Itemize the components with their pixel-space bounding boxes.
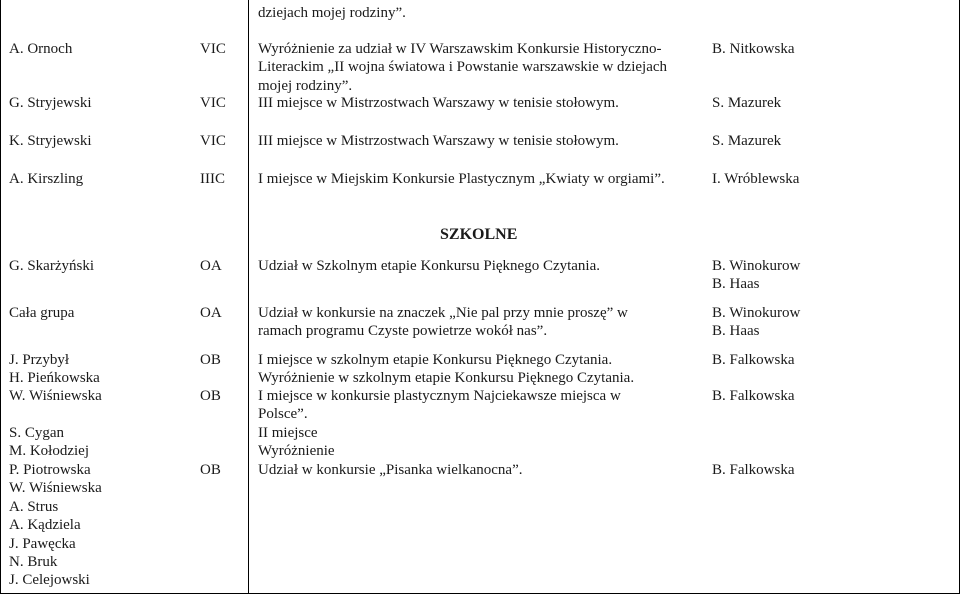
class-label: OB xyxy=(200,388,221,404)
student-name: A. Strus xyxy=(9,498,59,515)
student-name: P. Piotrowska xyxy=(9,462,91,478)
award-description: Polsce”. xyxy=(258,406,308,423)
award-description: II miejsce xyxy=(258,424,318,441)
student-name: J. Celejowski xyxy=(9,572,90,589)
student-name: Cała grupa xyxy=(9,305,75,321)
class-label: VIC xyxy=(200,133,226,149)
award-description: Literackim „II wojna światowa i Powstanie warszawskie w dziejach xyxy=(258,59,668,76)
award-description: Udział w konkursie „Pisanka wielkanocna”. xyxy=(258,462,523,478)
section-heading: SZKOLNE xyxy=(440,226,518,243)
teacher-name: B. Winokurow xyxy=(712,305,801,321)
student-name: W. Wiśniewska xyxy=(9,388,102,404)
student-name: S. Cygan xyxy=(9,424,65,441)
column-divider xyxy=(248,0,249,594)
class-label: OB xyxy=(200,462,221,478)
student-name: M. Kołodziej xyxy=(9,443,89,460)
teacher-name: B. Haas xyxy=(712,323,760,340)
award-description: Udział w Szkolnym etapie Konkursu Pięknego Czytania. xyxy=(258,258,601,274)
student-name: G. Skarżyński xyxy=(9,258,94,274)
student-name: W. Wiśniewska xyxy=(9,480,102,497)
student-name: A. Kirszling xyxy=(9,171,84,187)
award-description: mojej rodziny”. xyxy=(258,77,353,94)
class-label: VIC xyxy=(200,41,226,57)
teacher-name: B. Nitkowska xyxy=(712,41,795,57)
award-description: ramach programu Czyste powietrze wokół nas”. xyxy=(258,323,548,340)
student-name: J. Przybył xyxy=(9,352,69,368)
award-description: dziejach mojej rodziny”. xyxy=(258,5,406,21)
award-description: Wyróżnienie w szkolnym etapie Konkursu Pięknego Czytania. xyxy=(258,370,635,387)
teacher-name: S. Mazurek xyxy=(712,95,782,111)
student-name: A. Ornoch xyxy=(9,41,73,57)
class-label: IIIC xyxy=(200,171,225,187)
teacher-name: B. Falkowska xyxy=(712,462,795,478)
award-description: I miejsce w Miejskim Konkursie Plastycznym „Kwiaty w orgiami”. xyxy=(258,171,665,187)
student-name: G. Stryjewski xyxy=(9,95,92,111)
student-name: K. Stryjewski xyxy=(9,133,92,149)
award-description: I miejsce w szkolnym etapie Konkursu Pięknego Czytania. xyxy=(258,352,613,368)
award-description: Wyróżnienie xyxy=(258,443,335,460)
student-name: H. Pieńkowska xyxy=(9,370,100,387)
award-description: Udział w konkursie na znaczek „Nie pal przy mnie proszę” w xyxy=(258,305,628,321)
class-label: OB xyxy=(200,352,221,368)
teacher-name: S. Mazurek xyxy=(712,133,782,149)
class-label: VIC xyxy=(200,95,226,111)
table-border-left xyxy=(0,0,1,594)
teacher-name: B. Haas xyxy=(712,276,760,293)
teacher-name: B. Falkowska xyxy=(712,388,795,404)
teacher-name: B. Winokurow xyxy=(712,258,801,274)
teacher-name: B. Falkowska xyxy=(712,352,795,368)
award-description: I miejsce w konkursie plastycznym Najciekawsze miejsca w xyxy=(258,388,621,404)
class-label: OA xyxy=(200,305,222,321)
award-description: Wyróżnienie za udział w IV Warszawskim Konkursie Historyczno- xyxy=(258,41,662,57)
teacher-name: I. Wróblewska xyxy=(712,171,800,187)
class-label: OA xyxy=(200,258,222,274)
award-description: III miejsce w Mistrzostwach Warszawy w tenisie stołowym. xyxy=(258,133,619,149)
student-name: J. Pawęcka xyxy=(9,535,76,552)
student-name: A. Kądziela xyxy=(9,517,81,534)
student-name: N. Bruk xyxy=(9,554,58,570)
award-description: III miejsce w Mistrzostwach Warszawy w tenisie stołowym. xyxy=(258,95,619,111)
